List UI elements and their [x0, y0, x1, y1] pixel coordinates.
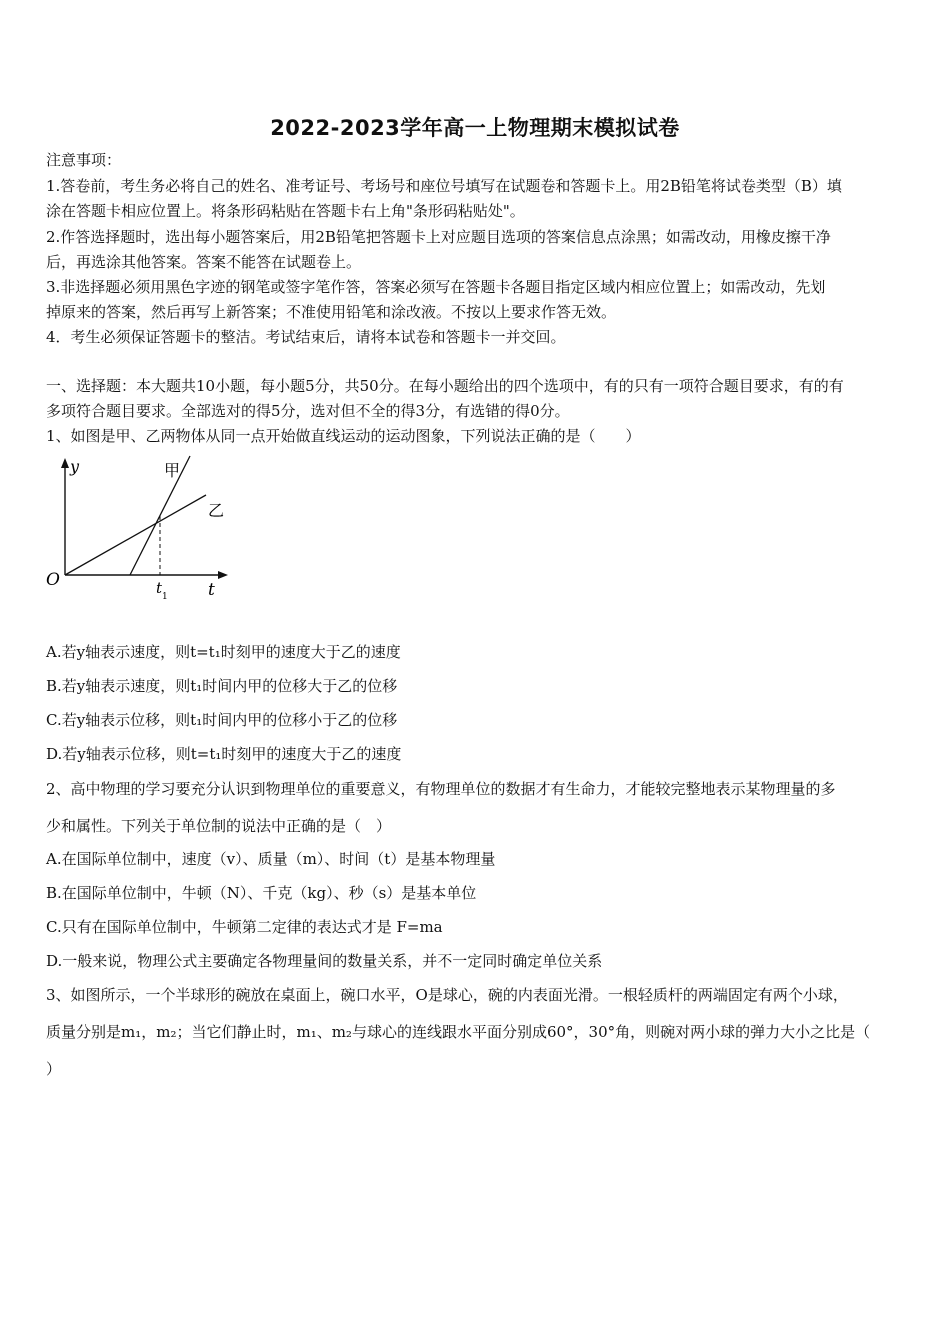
q1-option-d: D.若y轴表示位移，则t=t₁时刻甲的速度大于乙的速度 [46, 745, 402, 763]
q1-stem: 1、如图是甲、乙两物体从同一点开始做直线运动的运动图象，下列说法正确的是（ ） [46, 427, 641, 445]
q3-stem-line-2: 质量分别是m₁，m₂；当它们静止时，m₁、m₂与球心的连线跟水平面分别成60°，30°角，则碗对两小球的弹力大小之比是（ [46, 1023, 871, 1041]
notes-line-2: 涂在答题卡相应位置上。将条形码粘贴在答题卡右上角"条形码粘贴处"。 [46, 202, 525, 220]
t1-label: t [156, 579, 163, 597]
q2-option-b: B.在国际单位制中，牛顿（N）、千克（kg）、秒（s）是基本单位 [46, 884, 477, 902]
notes-line-6: 掉原来的答案，然后再写上新答案；不准使用铅笔和涂改液。不按以上要求作答无效。 [46, 303, 617, 321]
origin-label: O [46, 570, 60, 590]
q3-stem-line-1: 3、如图所示，一个半球形的碗放在桌面上，碗口水平，O是球心，碗的内表面光滑。一根轻质杆的两端固定有两个小球， [46, 986, 848, 1004]
y-axis-label: y [70, 457, 80, 476]
y-axis-arrow [61, 458, 69, 468]
x-axis-arrow [218, 571, 228, 579]
section-instructions-line-1: 一、选择题：本大题共10小题，每小题5分，共50分。在每小题给出的四个选项中，有的只有一项符合题目要求，有的有 [46, 377, 844, 395]
page-title: 2022-2023学年高一上物理期末模拟试卷 [270, 116, 680, 140]
q2-stem-line-1: 2、高中物理的学习要充分认识到物理单位的重要意义，有物理单位的数据才有生命力，才能较完整地表示某物理量的多 [46, 780, 836, 798]
q2-option-c: C.只有在国际单位制中，牛顿第二定律的表达式才是 F=ma [46, 918, 443, 936]
notes-line-7: 4．考生必须保证答题卡的整洁。考试结束后，请将本试卷和答题卡一并交回。 [46, 328, 566, 346]
jia-label: 甲 [164, 461, 181, 480]
jia-line [130, 456, 190, 575]
yi-label: 乙 [208, 501, 225, 520]
section-instructions-line-2: 多项符合题目要求。全部选对的得5分，选对但不全的得3分，有选错的得0分。 [46, 402, 570, 420]
notes-line-4: 后，再选涂其他答案。答案不能答在试题卷上。 [46, 253, 362, 271]
q1-option-a: A.若y轴表示速度，则t=t₁时刻甲的速度大于乙的速度 [46, 643, 401, 661]
notes-line-5: 3.非选择题必须用黑色字迹的钢笔或签字笔作答，答案必须写在答题卡各题目指定区域内相应位置上；如需改动，先划 [46, 278, 826, 296]
q2-option-d: D.一般来说，物理公式主要确定各物理量间的数量关系，并不一定同时确定单位关系 [46, 952, 603, 970]
t1-subscript: 1 [162, 592, 168, 602]
q1-motion-graph [40, 452, 240, 612]
notes-heading: 注意事项： [46, 151, 122, 169]
q3-stem-line-3: ） [46, 1060, 62, 1078]
x-axis-label: t [208, 580, 215, 600]
q2-option-a: A.在国际单位制中，速度（v）、质量（m）、时间（t）是基本物理量 [46, 850, 496, 868]
q1-option-c: C.若y轴表示位移，则t₁时间内甲的位移小于乙的位移 [46, 711, 398, 729]
q2-stem-line-2: 少和属性。下列关于单位制的说法中正确的是（ ） [46, 817, 392, 835]
notes-line-1: 1.答卷前，考生务必将自己的姓名、准考证号、考场号和座位号填写在试题卷和答题卡上。用2B铅笔将试卷类型（B）填 [46, 177, 842, 195]
q1-option-b: B.若y轴表示速度，则t₁时间内甲的位移大于乙的位移 [46, 677, 398, 695]
notes-line-3: 2.作答选择题时，选出每小题答案后，用2B铅笔把答题卡上对应题目选项的答案信息点涂黑；如需改动，用橡皮擦干净 [46, 228, 831, 246]
